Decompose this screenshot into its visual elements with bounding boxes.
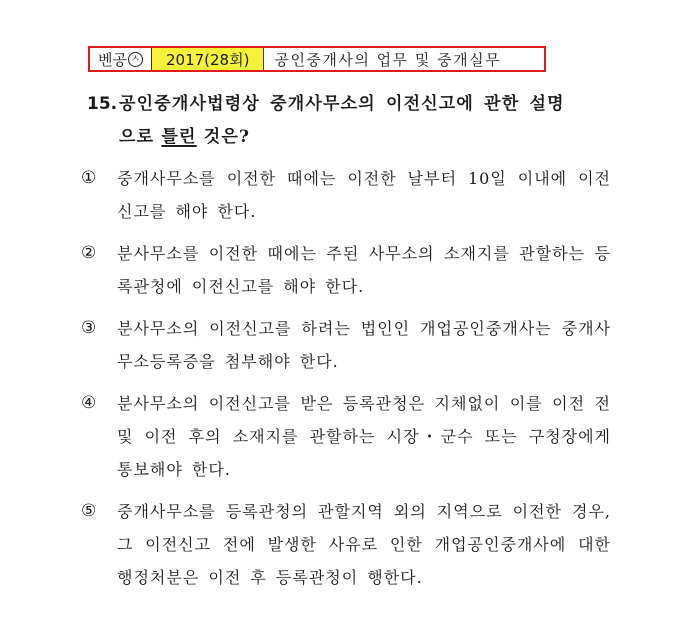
question-stem — [87, 88, 607, 154]
option-text: 중개사무소를 이전한 때에는 이전한 날부터 10일 이내에 이전신고를 해야 한다. — [117, 169, 611, 221]
option-text: 분사무소를 이전한 때에는 주된 사무소의 소재지를 관할하는 등록관청에 이전신고를 해야 한다. — [117, 244, 611, 296]
question-emphasis: 틀린 — [161, 127, 197, 147]
option-marker: ③ — [81, 318, 98, 338]
exam-header — [88, 46, 546, 72]
subject-label — [90, 48, 152, 70]
exam-year-badge: 2017(28회) — [152, 48, 263, 70]
option-text: 중개사무소를 등록관청의 관할지역 외의 지역으로 이전한 경우, 그 이전신고 전에 발생한 사유로 인한 개업공인중개사에 대한 행정처분은 이전 후 등록관청이 행한다. — [117, 502, 611, 587]
question-number: 15. — [87, 94, 118, 114]
answer-options — [81, 162, 611, 603]
answer-option-3[interactable] — [81, 312, 611, 378]
question-text-line1: 공인중개사법령상 중개사무소의 이전신고에 관한 설명 — [119, 94, 565, 114]
answer-option-2[interactable] — [81, 237, 611, 303]
option-text: 분사무소의 이전신고를 받은 등록관청은 지체없이 이를 이전 전 및 이전 후의 소재지를 관할하는 시장・군수 또는 구청장에게 통보해야 한다. — [117, 394, 611, 479]
option-marker: ② — [81, 243, 98, 263]
question-text-post: 것은? — [196, 127, 251, 147]
option-marker: ⑤ — [81, 501, 98, 521]
exam-subject-title: 공인중개사의 업무 및 중개실무 — [263, 48, 509, 70]
question-text-line2 — [119, 121, 607, 154]
option-marker: ① — [81, 168, 98, 188]
answer-option-5[interactable] — [81, 495, 611, 594]
option-marker: ④ — [81, 393, 98, 413]
subject-text: 벤공 — [98, 50, 127, 69]
answer-option-1[interactable] — [81, 162, 611, 228]
subject-circle-marker: ㅅ — [128, 52, 143, 67]
question-text-pre: 으로 — [119, 127, 162, 147]
answer-option-4[interactable] — [81, 387, 611, 486]
option-text: 분사무소의 이전신고를 하려는 법인인 개업공인중개사는 중개사무소등록증을 첨부해야 한다. — [117, 319, 611, 371]
